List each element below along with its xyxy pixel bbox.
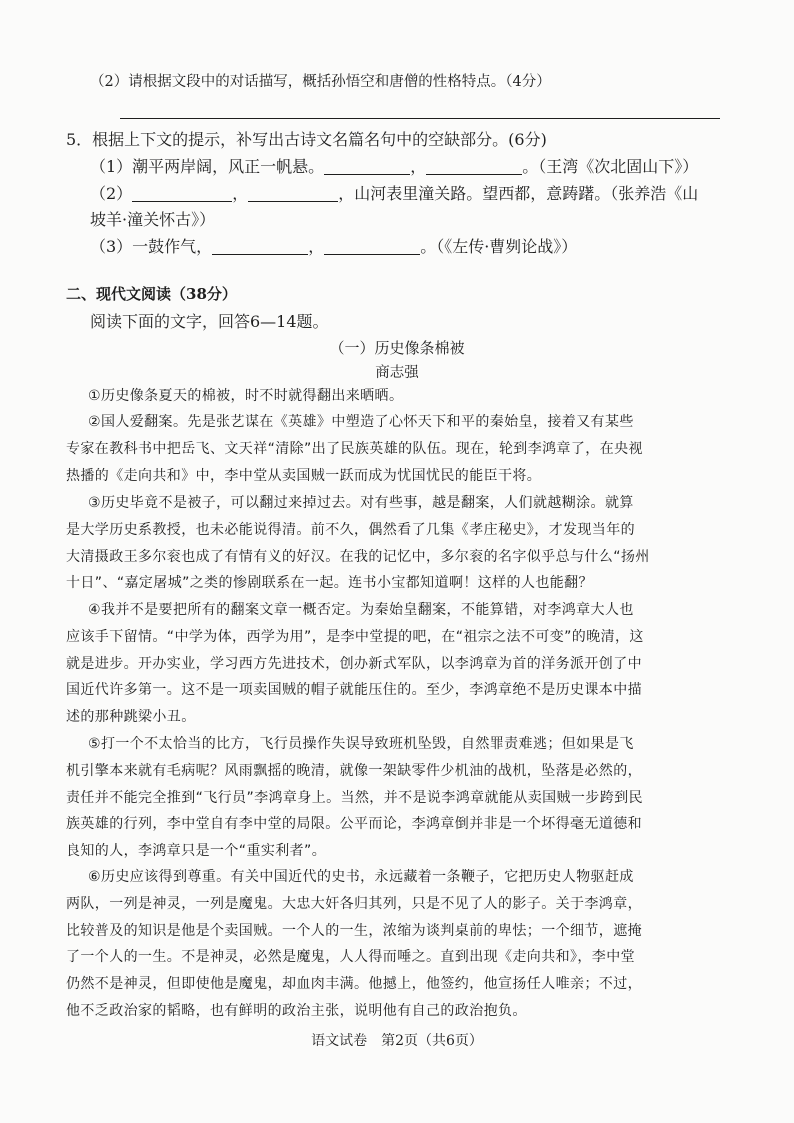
- paragraph-line: ①历史像条夏天的棉被，时不时就得翻出来晒晒。: [88, 388, 404, 404]
- article-paragraph: [66, 409, 736, 489]
- question-5-item-1: [90, 154, 698, 177]
- paragraph-line: 就是进步。开办实业，学习西方先进技术，创办新式军队，以李鸿章为首的洋务派开创了中: [66, 655, 642, 672]
- question-5-item-2-cont: 坡羊·潼关怀古》）: [90, 210, 216, 229]
- section-heading: 二、现代文阅读（38分）: [66, 285, 237, 303]
- question-5-item-3: [90, 234, 577, 257]
- article-paragraph: [66, 383, 736, 410]
- fill-blank[interactable]: [324, 159, 410, 175]
- question-4-2: （2）请根据文段中的对话描写，概括孙悟空和唐僧的性格特点。（4分）: [90, 74, 551, 90]
- item-1-sep: ，: [410, 157, 427, 176]
- item-3-text-a: （3）一鼓作气，: [90, 237, 213, 256]
- paragraph-line: 比较普及的知识是他是个卖国贼。一个人的一生，浓缩为谈判桌前的卑怯；一个细节，遮掩: [66, 922, 642, 939]
- paragraph-line: ④我并不是要把所有的翻案文章一概否定。为秦始皇翻案，不能算错，对李鸿章大人也: [88, 602, 634, 618]
- answer-line: [120, 118, 720, 119]
- paragraph-line: ③历史毕竟不是被子，可以翻过来掉过去。对有些事，越是翻案，人们就越糊涂。就算: [88, 495, 634, 511]
- item-1-text-b: 。（王湾《次北固山下》）: [522, 157, 699, 176]
- page-footer: 语文试卷 第2页（共6页）: [311, 1033, 483, 1049]
- question-5-stem: 5．根据上下文的提示，补写出古诗文名篇名句中的空缺部分。(6分): [66, 130, 547, 149]
- article-author: 商志强: [375, 365, 419, 381]
- item-2-sep: ，: [232, 184, 249, 203]
- fill-blank[interactable]: [324, 239, 420, 255]
- item-2-text-b: ，山河表里潼关路。望西都，意踌躇。（张养浩《山: [338, 184, 699, 203]
- article-paragraph: [66, 864, 736, 1025]
- item-3-text-b: 。（《左传·曹刿论战》）: [420, 237, 578, 256]
- section-instruction: 阅读下面的文字，回答6—14题。: [90, 312, 329, 331]
- paragraph-line: 机引擎本来就有毛病呢？风雨飘摇的晚清，就像一架缺零件少机油的战机，坠落是必然的，: [66, 762, 642, 779]
- paragraph-line: 热播的《走向共和》中，李中堂从卖国贼一跃而成为忧国忧民的能臣干将。: [66, 467, 542, 484]
- paragraph-line: ⑤打一个不太恰当的比方，飞行员操作失误导致班机坠毁，自然罪责难逃；但如果是飞: [88, 736, 634, 752]
- fill-blank[interactable]: [426, 159, 522, 175]
- paragraph-line: 大清摄政王多尔衮也成了有情有义的好汉。在我的记忆中，多尔衮的名字似乎总与什么“扬州: [66, 548, 650, 565]
- paragraph-line: 他不乏政治家的韬略，也有鲜明的政治主张，说明他有自己的政治抱负。: [66, 1002, 527, 1019]
- article-paragraph: [66, 597, 736, 731]
- fill-blank[interactable]: [248, 186, 338, 202]
- paragraph-line: 述的那种跳梁小丑。: [66, 709, 196, 726]
- article-title: （一）历史像条棉被: [329, 339, 465, 357]
- paragraph-line: 专家在教科书中把岳飞、文天祥“清除”出了民族英雄的队伍。现在，轮到李鸿章了，在央视: [66, 440, 643, 457]
- paragraph-line: 责任并不能完全推到“飞行员”李鸿章身上。当然，并不是说李鸿章就能从卖国贼一步跨到民: [66, 789, 643, 806]
- paragraph-line: 族英雄的行列，李中堂自有李中堂的局限。公平而论，李鸿章倒并非是一个坏得毫无道德和: [66, 816, 642, 833]
- paragraph-line: 两队，一列是神灵，一列是魔鬼。大忠大奸各归其列，只是不见了人的影子。关于李鸿章，: [66, 895, 642, 912]
- paragraph-line: 是大学历史系教授，也未必能说得清。前不久，偶然看了几集《孝庄秘史》，才发现当年的: [66, 521, 635, 538]
- paragraph-line: 国近代许多第一。这不是一项卖国贼的帽子就能压住的。至少，李鸿章绝不是历史课本中描: [66, 682, 642, 699]
- article-paragraph: [66, 490, 736, 597]
- paragraph-line: 十日”、“嘉定屠城”之类的惨剧联系在一起。连书小宝都知道啊！这样的人也能翻？: [66, 575, 593, 592]
- paragraph-line: ②国人爱翻案。先是张艺谋在《英雄》中塑造了心怀天下和平的秦始皇，接着又有某些: [88, 414, 634, 430]
- article-paragraph: [66, 731, 736, 865]
- paragraph-line: ⑥历史应该得到尊重。有关中国近代的史书，永远藏着一条鞭子，它把历史人物驱赶成: [88, 869, 634, 885]
- paragraph-line: 仍然不是神灵，但即使他是魔鬼，却血肉丰满。他撼上，他签约，他宣扬任人唯亲；不过，: [66, 976, 642, 993]
- paragraph-line: 良知的人，李鸿章只是一个“重实利者”。: [66, 843, 327, 860]
- item-3-sep: ，: [308, 237, 325, 256]
- item-2-text-a: （2）: [90, 184, 133, 203]
- paragraph-line: 了一个人的一生。不是神灵，必然是魔鬼，人人得而唾之。直到出现《走向共和》，李中堂: [66, 949, 635, 966]
- fill-blank[interactable]: [212, 239, 308, 255]
- item-1-text-a: （1）潮平两岸阔，风正一帆悬。: [90, 157, 325, 176]
- paragraph-line: 应该手下留情。“中学为体，西学为用”，是李中堂提的吧，在“祖宗之法不可变”的晚清，这: [66, 628, 644, 645]
- fill-blank[interactable]: [132, 186, 232, 202]
- question-5-item-2: [90, 181, 698, 204]
